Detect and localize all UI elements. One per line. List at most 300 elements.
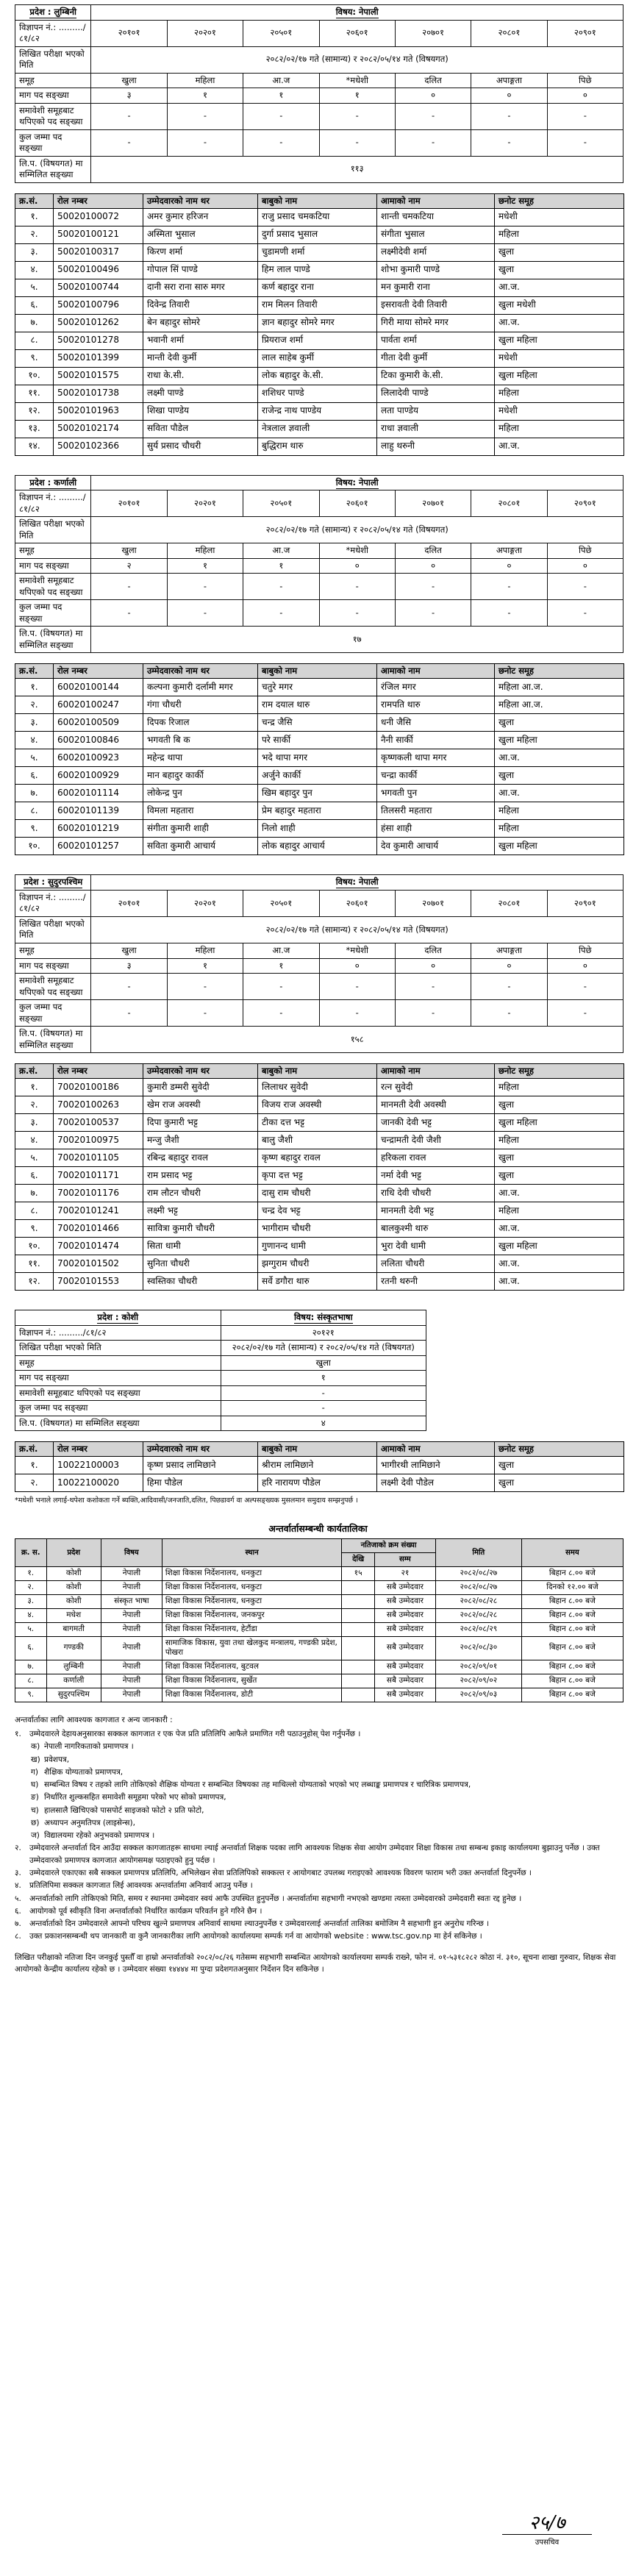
cell-roll: 10022100020 (54, 1474, 143, 1492)
note-marker: २. (15, 1844, 21, 1853)
table-row (15, 767, 624, 785)
cell-roll: 50020101262 (54, 314, 143, 332)
cell-roll: 50020101575 (54, 367, 143, 385)
madhesi-footnote: *मधेशी भनाले लगाई-थपेशा कशोकता गर्ने ब्यक्ति,आदिवासी/जनजाति,दलित, पिछडावर्ग वा अल्पसङ्ख्यक मुसलमान समुदाय सम्झनुपर्छ । (15, 1496, 358, 1505)
info-row-examdate: लिखित परीक्षा भएको मिति २०८२/०२/१७ गते (सामान्य) र २०८२/०५/१४ गते (विषयगत) (15, 916, 624, 943)
table-row (15, 367, 624, 385)
note-marker: ग) (31, 1767, 39, 1777)
note-item (15, 1918, 623, 1930)
candidate-rows-lumbini (15, 208, 624, 455)
cell-roll: 50020100796 (54, 296, 143, 314)
cell-sn: ८. (15, 802, 54, 820)
cell-father-name: परे सार्की (258, 732, 377, 749)
sched-cell-venue: शिक्षा विकास निर्देशनालय, जनकपुर (162, 1608, 341, 1622)
info-row-inclusive: समावेशी समूहबाट थपिएको पद सङ्ख्या - - - - - - - (15, 974, 624, 1000)
cell-roll: 70020100263 (54, 1096, 143, 1114)
signature-scribble: २५/७ (529, 2512, 565, 2534)
sched-cell-to: सबै उम्मेदवार (374, 1622, 435, 1636)
cell-selection-group: खुला मधेशी (495, 296, 624, 314)
cell-candidate-name: राधा के.सी. (143, 367, 258, 385)
note-marker: १. (15, 1730, 21, 1739)
sched-cell-from (342, 1688, 375, 1702)
cell-father-name: कृपा दत्त भट्ट (258, 1167, 377, 1185)
info-row-participated: लि.प. (विषयगत) मा सम्मिलित सङ्ख्या १७ (15, 627, 624, 653)
sched-cell-subject: नेपाली (101, 1660, 162, 1674)
cell-candidate-name: लोकेन्द्र पुन (143, 785, 258, 802)
cell-candidate-name: मन्जु जैशी (143, 1132, 258, 1149)
note-text: उक्त प्रकाशनसम्बन्धी थप जानकारी वा कुनै जानकारीका लागि आयोगको कार्यालयमा सम्पर्क गर्न वा आयोगको website : www.tsc.gov.np मा हेर्न सकिनेछ । (29, 1932, 482, 1941)
cell-father-name: विजय राज अवस्थी (258, 1096, 377, 1114)
col-father: बाबुको नाम (258, 193, 377, 208)
cell-father-name: नेत्रलाल ज्ञवाली (258, 420, 377, 438)
table-row (15, 732, 624, 749)
cell-sn: ६. (15, 296, 54, 314)
table-row (15, 420, 624, 438)
table-row (15, 1149, 624, 1167)
cell-sn: ११. (15, 385, 54, 402)
cell-sn: ५. (15, 1149, 54, 1167)
group-name: आ.ज (243, 73, 319, 88)
sched-cell-time: बिहान ८.०० बजे (521, 1622, 623, 1636)
cell-father-name: टीका दत्त भट्ट (258, 1114, 377, 1132)
note-text: उम्मेदवारले अन्तर्वार्ता दिन आउँदा सक्कल कागजातहरू साथमा ल्याई अन्तर्वार्ता शिक्षक पदका लागि आवश्यक शिक्षक सेवा आयोग उम्मेदवार शिक्षा विकास तथा सम्बन्ध इकाइ कार्यालयमा बुझाउनु पर्नेछ । उक्त उम्मेदवारको प्रमाणपत्र कागजात आयोगसमक्ष पठाइएकाे हुनु पर्दछ । (29, 1844, 600, 1865)
cell-mother-name: पार्वता शर्मा (377, 332, 495, 349)
cell-sn: १. (15, 679, 54, 696)
cell-mother-name: रत्न सुवेदी (377, 1079, 495, 1096)
schedule-row (15, 1566, 624, 1580)
note-marker: क) (31, 1742, 40, 1752)
cell-mother-name: शोभा कुमारी पाण्डे (377, 261, 495, 279)
cell-selection-group: आ.ज. (495, 438, 624, 455)
table-row (15, 349, 624, 367)
cell-roll: 70020101474 (54, 1238, 143, 1255)
info-row-total: कुल जम्मा पद सङ्ख्या - - - - - - - (15, 129, 624, 156)
cell-mother-name: रामपति थारु (377, 696, 495, 714)
province-title-cell: प्रदेश : सुदुरपश्चिम (15, 875, 91, 891)
note-marker: ३. (15, 1869, 21, 1877)
cell-mother-name: कृष्णकली थापा मगर (377, 749, 495, 767)
cell-mother-name: भुरा देवी धामी (377, 1238, 495, 1255)
cell-sn: ६. (15, 767, 54, 785)
cell-selection-group: आ.ज. (495, 1273, 624, 1291)
note-sub-item (15, 1791, 623, 1803)
cell-selection-group: खुला (495, 1474, 624, 1492)
cell-mother-name: तिलसरी महतारा (377, 802, 495, 820)
cell-candidate-name: संगीता कुमारी शाही (143, 820, 258, 838)
sched-cell-date: २०८२/०९/०२ (435, 1674, 521, 1688)
schedule-row (15, 1594, 624, 1608)
col-roll: रोल नम्बर (54, 1442, 143, 1457)
sched-cell-from (342, 1660, 375, 1674)
sched-cell-to: सबै उम्मेदवार (374, 1688, 435, 1702)
sched-cell-subject: नेपाली (101, 1566, 162, 1580)
cell-mother-name: गिरी माया सोमरे मगर (377, 314, 495, 332)
table-header-row (15, 1064, 624, 1079)
sched-col-province: प्रदेश (46, 1538, 101, 1566)
info-row-participated: लि.प. (विषयगत) मा सम्मिलित सङ्ख्या ११३ (15, 156, 624, 182)
info-row-participated: लि.प. (विषयगत) मा सम्मिलित सङ्ख्या ४ (15, 1416, 426, 1431)
cell-candidate-name: भगवती बि क (143, 732, 258, 749)
table-row (15, 802, 624, 820)
cell-father-name: राम दयाल थारु (258, 696, 377, 714)
schedule-rows (15, 1566, 624, 1702)
cell-selection-group: खुला महिला (495, 367, 624, 385)
note-text: नेपाली नागरिकताको प्रमाणपत्र । (44, 1742, 134, 1752)
cell-roll: 10022100003 (54, 1457, 143, 1474)
cell-sn: १. (15, 1457, 54, 1474)
sched-cell-to: सबै उम्मेदवार (374, 1594, 435, 1608)
sched-cell-venue: शिक्षा विकास निर्देशनालय, डोटी (162, 1688, 341, 1702)
sched-cell-subject: नेपाली (101, 1688, 162, 1702)
col-group: छनोट समूह (495, 1064, 624, 1079)
cell-mother-name: गीता देवी कुर्मी (377, 349, 495, 367)
cell-roll: 50020101738 (54, 385, 143, 402)
info-row-group: समूह खुला (15, 1355, 426, 1371)
note-sub-item (15, 1741, 623, 1752)
sched-cell-time: बिहान ८.०० बजे (521, 1566, 623, 1580)
cell-sn: ५. (15, 749, 54, 767)
schedule-row (15, 1580, 624, 1594)
cell-sn: ९. (15, 349, 54, 367)
sched-cell-sn: ३. (15, 1594, 47, 1608)
cell-roll: 60020100509 (54, 714, 143, 732)
cell-mother-name: लक्ष्मीदेवी शर्मा (377, 243, 495, 261)
cell-candidate-name: गोपाल सिं पाण्डे (143, 261, 258, 279)
subject-title-cell: विषय: नेपाली (91, 475, 624, 490)
cell-sn: १३. (15, 420, 54, 438)
cell-roll: 60020100846 (54, 732, 143, 749)
cell-selection-group: महिला (495, 420, 624, 438)
sched-cell-venue: शिक्षा विकास निर्देशनालय, धनकुटा (162, 1594, 341, 1608)
schedule-title: अन्तर्वार्तासम्बन्धी कार्यतालिका (268, 1522, 368, 1534)
sched-cell-to: २१ (374, 1566, 435, 1580)
table-row (15, 208, 624, 226)
sched-col-time: समय (521, 1538, 623, 1566)
cell-sn: १. (15, 208, 54, 226)
cell-selection-group: खुला (495, 714, 624, 732)
ad-number: २०१२१ (221, 1325, 426, 1341)
cell-sn: ९. (15, 1220, 54, 1238)
info-row-province (15, 875, 624, 891)
cell-candidate-name: राम प्रसाद भट्ट (143, 1167, 258, 1185)
cell-selection-group: खुला (495, 1149, 624, 1167)
cell-roll: 70020100975 (54, 1132, 143, 1149)
sched-cell-venue: शिक्षा विकास निर्देशनालय, धनकुटा (162, 1566, 341, 1580)
cell-mother-name: लाहु थरुनी (377, 438, 495, 455)
cell-father-name: लाल साहेब कुर्मी (258, 349, 377, 367)
ad-number: २०९०१ (547, 20, 623, 46)
schedule-row (15, 1688, 624, 1702)
info-row-group: समूह खुला महिला आ.ज *मधेशी दलित अपाङ्गता पिछे (15, 543, 624, 559)
info-row-examdate: लिखित परीक्षा भएको मिति २०८२/०२/१७ गते (सामान्य) र २०८२/०५/१४ गते (विषयगत) (15, 1341, 426, 1356)
cell-mother-name: नर्मा देवी भट्ट (377, 1167, 495, 1185)
sched-col-from: देखि (342, 1552, 375, 1566)
cell-candidate-name: अस्मिता भुसाल (143, 226, 258, 243)
cell-selection-group: खुला (495, 1167, 624, 1185)
note-item (15, 1905, 623, 1917)
cell-mother-name: चन्द्रा कार्की (377, 767, 495, 785)
sched-cell-from (342, 1594, 375, 1608)
cell-sn: १२. (15, 402, 54, 420)
schedule-row (15, 1636, 624, 1660)
cell-candidate-name: शिखा पाण्डेय (143, 402, 258, 420)
cell-candidate-name: मान्ती देवी कुर्मी (143, 349, 258, 367)
note-marker: ५. (15, 1894, 21, 1903)
sched-cell-subject: नेपाली (101, 1580, 162, 1594)
table-row (15, 261, 624, 279)
sched-cell-date: २०८२/०८/२८ (435, 1608, 521, 1622)
col-sn: क्र.सं. (15, 193, 54, 208)
cell-mother-name: टिका कुमारी के.सी. (377, 367, 495, 385)
cell-roll: 70020101105 (54, 1149, 143, 1167)
cell-roll: 70020101466 (54, 1220, 143, 1238)
cell-roll: 50020102174 (54, 420, 143, 438)
col-roll: रोल नम्बर (54, 664, 143, 679)
cell-selection-group: खुला (495, 243, 624, 261)
table-header-row (15, 1442, 624, 1457)
sched-cell-sn: ५. (15, 1622, 47, 1636)
col-name: उम्मेदवारको नाम थर (143, 193, 258, 208)
cell-mother-name: धनी जैसि (377, 714, 495, 732)
cell-selection-group: महिला (495, 1202, 624, 1220)
cell-selection-group: आ.ज. (495, 279, 624, 296)
cell-roll: 60020100929 (54, 767, 143, 785)
table-row (15, 226, 624, 243)
candidate-table-lumbini (15, 193, 624, 456)
note-text: हालसालै खिचिएको पासपोर्ट साइजको फोटो २ प्रति फोटो, (44, 1805, 204, 1815)
cell-sn: २. (15, 696, 54, 714)
cell-father-name: दुर्गा प्रसाद भुसाल (258, 226, 377, 243)
note-marker: ८. (15, 1932, 21, 1941)
signature-block (492, 2513, 602, 2547)
sched-cell-time: बिहान ८.०० बजे (521, 1674, 623, 1688)
ad-number: २०१०१ (91, 20, 167, 46)
sched-cell-to: सबै उम्मेदवार (374, 1636, 435, 1660)
cell-sn: ११. (15, 1255, 54, 1273)
cell-father-name: चन्द्र जैसि (258, 714, 377, 732)
note-marker: ख) (31, 1755, 40, 1764)
sched-cell-subject: नेपाली (101, 1674, 162, 1688)
cell-father-name: हरि नारायण पौडेल (258, 1474, 377, 1492)
cell-sn: १. (15, 1079, 54, 1096)
info-row-province (15, 5, 624, 21)
cell-selection-group: मधेशी (495, 402, 624, 420)
cell-mother-name: राधा ज्ञवाली (377, 420, 495, 438)
table-row (15, 1096, 624, 1114)
cell-candidate-name: गंगा चौधरी (143, 696, 258, 714)
cell-roll: 60020101139 (54, 802, 143, 820)
note-text: प्रवेशपत्र, (44, 1755, 70, 1764)
cell-mother-name: लता पाण्डेय (377, 402, 495, 420)
col-mother: आमाको नाम (377, 1442, 495, 1457)
col-father: बाबुको नाम (258, 664, 377, 679)
sched-cell-date: २०८२/०८/२८ (435, 1594, 521, 1608)
sched-cell-date: २०८२/०८/२७ (435, 1580, 521, 1594)
cell-sn: ६. (15, 1167, 54, 1185)
col-mother: आमाको नाम (377, 193, 495, 208)
sched-cell-to: सबै उम्मेदवार (374, 1608, 435, 1622)
note-marker: ४. (15, 1881, 21, 1891)
cell-selection-group: महिला (495, 226, 624, 243)
sched-cell-sn: ८. (15, 1674, 47, 1688)
sched-cell-time: दिनको १२.०० बजे (521, 1580, 623, 1594)
cell-roll: 50020100072 (54, 208, 143, 226)
group-name: खुला (91, 73, 167, 88)
candidate-rows-karnali (15, 679, 624, 855)
schedule-row (15, 1608, 624, 1622)
footer-note: लिखित परीक्षाको नतिजा दिन जनकुई पुस्तौँ वा हाम्रो अन्तर्वार्ताको २०८२/०८/२६ गतेसम्म सहभागी सम्बन्धित आयोगकाे कार्यालयमा सम्पर्क राख्ने, फाेन नं. ०१-५३१८२८२ कोठा नं. ३१०, सूचना शाखा गुरुवार, शिक्षक सेवा आयोगकाे केन्द्रीय कार्यालय रहेको छ । उम्मेदवार संख्या १४४४४ मा पुग्दा प्रदेशगतअनुसार निर्देशन दिन सकिनेछ । (15, 1952, 616, 1974)
sched-cell-date: २०८२/०९/०१ (435, 1660, 521, 1674)
sched-cell-venue: शिक्षा विकास निर्देशनालय, हेटौंडा (162, 1622, 341, 1636)
cell-roll: 60020101257 (54, 838, 143, 855)
col-mother: आमाको नाम (377, 1064, 495, 1079)
signature-line (502, 2534, 592, 2535)
table-row (15, 1132, 624, 1149)
cell-father-name: लोक बहादुर आचार्य (258, 838, 377, 855)
subject-title-cell: विषय: नेपाली (91, 5, 624, 21)
cell-mother-name: चन्द्रामती देवी जैशी (377, 1132, 495, 1149)
cell-selection-group: महिला (495, 1132, 624, 1149)
cell-sn: १०. (15, 367, 54, 385)
sched-col-venue: स्थान (162, 1538, 341, 1566)
sched-cell-sn: २. (15, 1580, 47, 1594)
cell-candidate-name: कृष्ण प्रसाद लामिछाने (143, 1457, 258, 1474)
sched-cell-subject: नेपाली (101, 1622, 162, 1636)
cell-selection-group: महिला आ.ज. (495, 679, 624, 696)
note-text: अध्यापन अनुमतिपत्र (लाइसेन्स), (44, 1818, 135, 1827)
col-sn: क्र.सं. (15, 1442, 54, 1457)
cell-roll: 60020101114 (54, 785, 143, 802)
cell-selection-group: आ.ज. (495, 1220, 624, 1238)
col-name: उम्मेदवारको नाम थर (143, 1064, 258, 1079)
cell-candidate-name: सुनिता चौधरी (143, 1255, 258, 1273)
participated-count: ११३ (91, 156, 624, 182)
sched-cell-from (342, 1580, 375, 1594)
note-marker: ज) (31, 1831, 40, 1841)
cell-father-name: झग्गुराम चौधरी (258, 1255, 377, 1273)
sched-col-date: मिति (435, 1538, 521, 1566)
sched-cell-sn: ६. (15, 1636, 47, 1660)
note-marker: घ) (31, 1780, 39, 1790)
cell-candidate-name: स्वस्तिका चौधरी (143, 1273, 258, 1291)
sched-cell-sn: १. (15, 1566, 47, 1580)
note-sub-item (15, 1817, 623, 1829)
cell-roll: 60020100144 (54, 679, 143, 696)
cell-mother-name: मानमती देवी अवस्थी (377, 1096, 495, 1114)
note-text: शैक्षिक योग्यताको प्रमाणपत्र, (44, 1767, 124, 1777)
cell-father-name: सर्वे डगौरा थारु (258, 1273, 377, 1291)
col-sn: क्र.सं. (15, 1064, 54, 1079)
cell-father-name: शशिधर पाण्डे (258, 385, 377, 402)
table-header-row (15, 664, 624, 679)
cell-mother-name: लिलादेवी पाण्डे (377, 385, 495, 402)
sched-cell-to: सबै उम्मेदवार (374, 1580, 435, 1594)
cell-sn: ४. (15, 1132, 54, 1149)
info-row-group: समूह खुला महिला आ.ज *मधेशी दलित अपाङ्गता पिछे (15, 73, 624, 88)
info-row-demand: माग पद सङ्ख्या १ (15, 1371, 426, 1386)
cell-father-name: प्रेम बहादुर महतारा (258, 802, 377, 820)
cell-sn: ८. (15, 332, 54, 349)
sched-col-rank-range: नतिजाकाे क्रम संख्या (342, 1538, 436, 1552)
cell-father-name: निलो शाही (258, 820, 377, 838)
cell-sn: १२. (15, 1273, 54, 1291)
cell-sn: ८. (15, 1202, 54, 1220)
cell-selection-group: खुला (495, 261, 624, 279)
note-item (15, 1930, 623, 1942)
cell-selection-group: महिला (495, 802, 624, 820)
cell-father-name: कर्ण बहादुर राना (258, 279, 377, 296)
table-row (15, 785, 624, 802)
col-sn: क्र.सं. (15, 664, 54, 679)
table-row (15, 1202, 624, 1220)
info-row-inclusive: समावेशी समूहबाट थपिएको पद सङ्ख्या - (15, 1385, 426, 1401)
sched-col-to: सम्म (374, 1552, 435, 1566)
sched-cell-from (342, 1608, 375, 1622)
cell-mother-name: हरिकला रावल (377, 1149, 495, 1167)
schedule-row (15, 1674, 624, 1688)
note-text: निर्धारित शुल्कसहित समावेशी समूहमा परेको भए सोको प्रमाणपत्र, (44, 1793, 226, 1802)
cell-father-name: बालु जैशी (258, 1132, 377, 1149)
cell-selection-group: आ.ज. (495, 785, 624, 802)
cell-sn: ४. (15, 261, 54, 279)
cell-roll: 70020101241 (54, 1202, 143, 1220)
sched-cell-time: बिहान ८.०० बजे (521, 1688, 623, 1702)
cell-father-name: दासु राम चौधरी (258, 1185, 377, 1202)
note-item (15, 1893, 623, 1905)
cell-sn: २. (15, 226, 54, 243)
sched-cell-sn: ७. (15, 1660, 47, 1674)
cell-selection-group: खुला महिला (495, 1114, 624, 1132)
cell-sn: ३. (15, 714, 54, 732)
sched-cell-from: १५ (342, 1566, 375, 1580)
info-row-demand: माग पद सङ्ख्या ३ १ १ १ ० ० ० (15, 88, 624, 104)
cell-selection-group: खुला महिला (495, 732, 624, 749)
cell-roll: 50020102366 (54, 438, 143, 455)
cell-mother-name: ललिता चौधरी (377, 1255, 495, 1273)
cell-sn: २. (15, 1474, 54, 1492)
cell-mother-name: इसरावती देवी तिवारी (377, 296, 495, 314)
col-roll: रोल नम्बर (54, 193, 143, 208)
cell-candidate-name: दिपा कुमारी भट्ट (143, 1114, 258, 1132)
table-row (15, 1220, 624, 1238)
sched-cell-from (342, 1622, 375, 1636)
schedule-row (15, 1660, 624, 1674)
sched-cell-time: बिहान ८.०० बजे (521, 1636, 623, 1660)
table-row (15, 696, 624, 714)
note-sub-item (15, 1754, 623, 1766)
cell-sn: ३. (15, 243, 54, 261)
cell-father-name: हिम लाल पाण्डे (258, 261, 377, 279)
cell-roll: 60020100923 (54, 749, 143, 767)
col-father: बाबुको नाम (258, 1064, 377, 1079)
cell-roll: 60020101219 (54, 820, 143, 838)
cell-father-name: राम मिलन तिवारी (258, 296, 377, 314)
cell-selection-group: खुला महिला (495, 332, 624, 349)
table-row (15, 749, 624, 767)
cell-roll: 70020101171 (54, 1167, 143, 1185)
cell-sn: ३. (15, 1114, 54, 1132)
sched-cell-from (342, 1674, 375, 1688)
cell-roll: 50020100496 (54, 261, 143, 279)
cell-sn: ७. (15, 785, 54, 802)
cell-selection-group: आ.ज. (495, 314, 624, 332)
cell-father-name: अर्जुने कार्की (258, 767, 377, 785)
cell-father-name: लिलाधर सुवेदी (258, 1079, 377, 1096)
note-text: विद्यालयमा रहेको अनुभवको प्रमाणपत्र । (44, 1831, 155, 1841)
table-row (15, 838, 624, 855)
cell-mother-name: हंसा शाही (377, 820, 495, 838)
col-name: उम्मेदवारको नाम थर (143, 664, 258, 679)
